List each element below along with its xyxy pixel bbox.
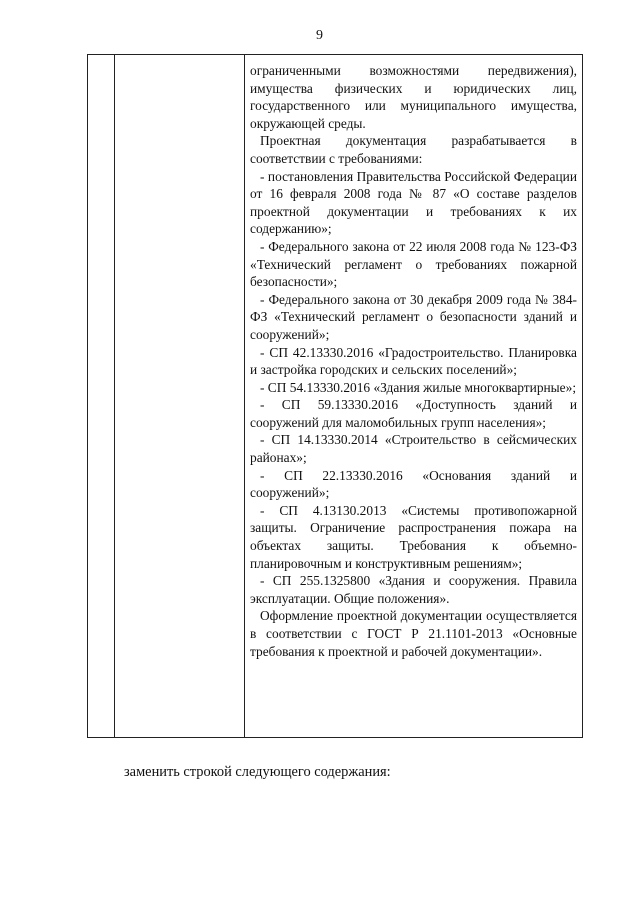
column-divider [244, 55, 245, 737]
list-item: - постановления Правительства Российской Федерации от 16 февраля 2008 года № 87 «О составе разделов проектной документации и требованиях к их содержанию»; [250, 168, 577, 237]
paragraph: ограниченными возможностями передвижения), имущества физических и юридических лиц, государственного или муниципального имущества, окружающей среды. [250, 63, 577, 131]
list-item: - СП 42.13330.2016 «Градостроительство. Планировка и застройка городских и сельских поселений»; [250, 344, 577, 378]
list-item: - Федерального закона от 30 декабря 2009 года № 384-ФЗ «Технический регламент о безопасности зданий и сооружений»; [250, 291, 577, 342]
table-row [87, 54, 583, 738]
list-item: - СП 14.13330.2014 «Строительство в сейсмических районах»; [250, 432, 577, 466]
paragraph: Проектная документация разрабатывается в соответствии с требованиями: [250, 133, 577, 166]
list-item: - СП 22.13330.2016 «Основания зданий и сооружений»; [250, 467, 577, 501]
page-number: 9 [316, 28, 323, 43]
list-item: - СП 255.1325800 «Здания и сооружения. Правила эксплуатации. Общие положения». [250, 573, 577, 606]
list-item: - Федерального закона от 22 июля 2008 года № 123-ФЗ «Технический регламент о требованиях пожарной безопасности»; [250, 238, 577, 290]
paragraph: Оформление проектной документации осуществляется в соответствии с ГОСТ Р 21.1101-2013 «Основные требования к проектной и рабочей документации». [250, 608, 577, 659]
list-item: - СП 4.13130.2013 «Системы противопожарной защиты. Ограничение распространения пожара на объектах защиты. Требования к объемно-планировочным и конструктивным решениям»; [250, 502, 577, 571]
list-item: - СП 59.13330.2016 «Доступность зданий и сооружений для маломобильных групп населения»; [250, 397, 577, 430]
table-cell-text [250, 62, 577, 660]
list-item: - СП 54.13330.2016 «Здания жилые многоквартирные»; [260, 379, 577, 395]
column-divider [114, 55, 115, 737]
footer-text: заменить строкой следующего содержания: [124, 764, 391, 780]
